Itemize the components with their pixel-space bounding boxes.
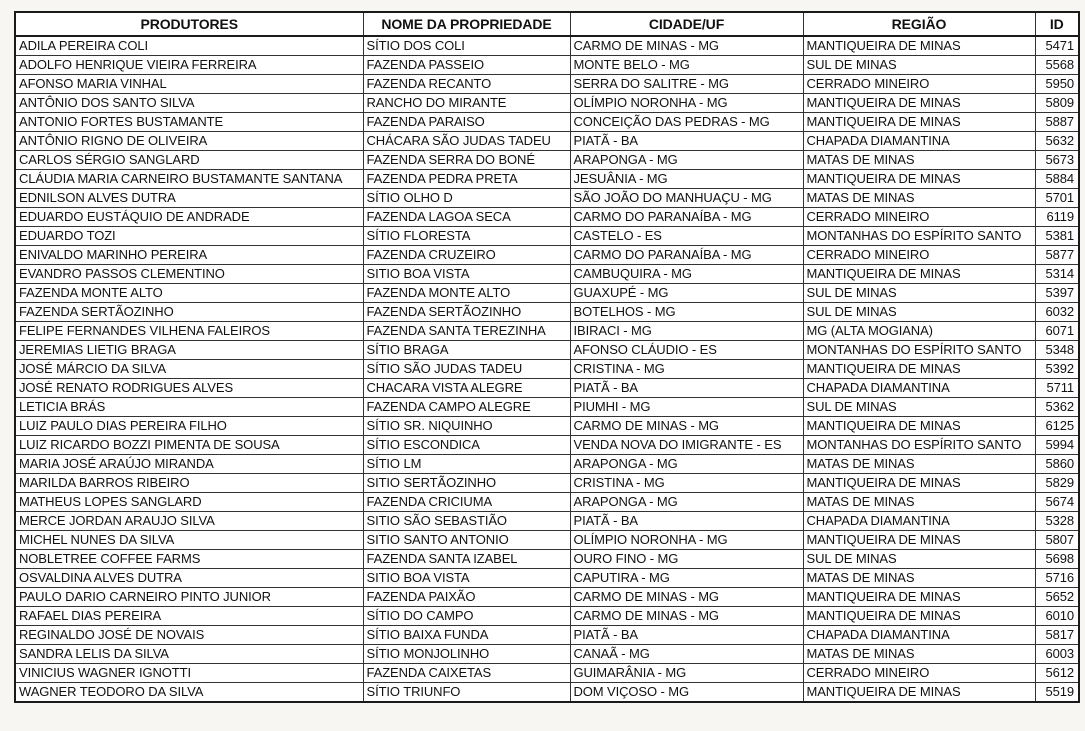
region-cell: CERRADO MINEIRO xyxy=(803,246,1035,265)
table-row xyxy=(15,360,1079,379)
region-cell: SUL DE MINAS xyxy=(803,550,1035,569)
producer-cell: FAZENDA SERTÃOZINHO xyxy=(15,303,363,322)
producer-cell: REGINALDO JOSÉ DE NOVAIS xyxy=(15,626,363,645)
producer-cell: JEREMIAS LIETIG BRAGA xyxy=(15,341,363,360)
city-cell: CASTELO - ES xyxy=(570,227,803,246)
producer-cell: VINICIUS WAGNER IGNOTTI xyxy=(15,664,363,683)
id-cell: 5807 xyxy=(1035,531,1079,550)
id-cell: 5519 xyxy=(1035,683,1079,703)
city-cell: CAPUTIRA - MG xyxy=(570,569,803,588)
property-cell: RANCHO DO MIRANTE xyxy=(363,94,570,113)
id-cell: 5314 xyxy=(1035,265,1079,284)
table-row xyxy=(15,398,1079,417)
city-cell: CONCEIÇÃO DAS PEDRAS - MG xyxy=(570,113,803,132)
region-cell: MANTIQUEIRA DE MINAS xyxy=(803,588,1035,607)
id-cell: 6003 xyxy=(1035,645,1079,664)
id-cell: 5397 xyxy=(1035,284,1079,303)
city-cell: OURO FINO - MG xyxy=(570,550,803,569)
table-row xyxy=(15,170,1079,189)
property-cell: SÍTIO DOS COLI xyxy=(363,36,570,56)
id-cell: 5362 xyxy=(1035,398,1079,417)
region-cell: MATAS DE MINAS xyxy=(803,493,1035,512)
property-cell: SÍTIO BRAGA xyxy=(363,341,570,360)
region-cell: CHAPADA DIAMANTINA xyxy=(803,132,1035,151)
table-row xyxy=(15,455,1079,474)
producer-cell: EDNILSON ALVES DUTRA xyxy=(15,189,363,208)
property-cell: SÍTIO TRIUNFO xyxy=(363,683,570,703)
producer-cell: LUIZ RICARDO BOZZI PIMENTA DE SOUSA xyxy=(15,436,363,455)
id-cell: 5701 xyxy=(1035,189,1079,208)
city-cell: JESUÂNIA - MG xyxy=(570,170,803,189)
city-cell: SERRA DO SALITRE - MG xyxy=(570,75,803,94)
city-cell: VENDA NOVA DO IMIGRANTE - ES xyxy=(570,436,803,455)
id-cell: 5471 xyxy=(1035,36,1079,56)
city-cell: CAMBUQUIRA - MG xyxy=(570,265,803,284)
id-cell: 5950 xyxy=(1035,75,1079,94)
table-row xyxy=(15,531,1079,550)
column-header-regiao: REGIÃO xyxy=(803,12,1035,36)
city-cell: ARAPONGA - MG xyxy=(570,455,803,474)
id-cell: 5652 xyxy=(1035,588,1079,607)
property-cell: FAZENDA LAGOA SECA xyxy=(363,208,570,227)
city-cell: GUAXUPÉ - MG xyxy=(570,284,803,303)
region-cell: MANTIQUEIRA DE MINAS xyxy=(803,36,1035,56)
id-cell: 5392 xyxy=(1035,360,1079,379)
table-row xyxy=(15,132,1079,151)
city-cell: CRISTINA - MG xyxy=(570,360,803,379)
region-cell: CERRADO MINEIRO xyxy=(803,664,1035,683)
producer-cell: RAFAEL DIAS PEREIRA xyxy=(15,607,363,626)
column-header-produtores: PRODUTORES xyxy=(15,12,363,36)
id-cell: 6071 xyxy=(1035,322,1079,341)
region-cell: CERRADO MINEIRO xyxy=(803,75,1035,94)
property-cell: FAZENDA CAMPO ALEGRE xyxy=(363,398,570,417)
city-cell: CARMO DO PARANAÍBA - MG xyxy=(570,208,803,227)
producers-table xyxy=(14,11,1080,703)
property-cell: FAZENDA CRICIUMA xyxy=(363,493,570,512)
column-header-id: ID xyxy=(1035,12,1079,36)
region-cell: MANTIQUEIRA DE MINAS xyxy=(803,607,1035,626)
producer-cell: EDUARDO EUSTÁQUIO DE ANDRADE xyxy=(15,208,363,227)
property-cell: FAZENDA SERRA DO BONÉ xyxy=(363,151,570,170)
region-cell: MANTIQUEIRA DE MINAS xyxy=(803,474,1035,493)
property-cell: SITIO BOA VISTA xyxy=(363,265,570,284)
id-cell: 5860 xyxy=(1035,455,1079,474)
region-cell: MANTIQUEIRA DE MINAS xyxy=(803,683,1035,703)
table-row xyxy=(15,113,1079,132)
city-cell: CANAÃ - MG xyxy=(570,645,803,664)
producer-cell: CARLOS SÉRGIO SANGLARD xyxy=(15,151,363,170)
producer-cell: LETICIA BRÁS xyxy=(15,398,363,417)
producer-cell: ADOLFO HENRIQUE VIEIRA FERREIRA xyxy=(15,56,363,75)
table-row xyxy=(15,322,1079,341)
producer-cell: EDUARDO TOZI xyxy=(15,227,363,246)
region-cell: CHAPADA DIAMANTINA xyxy=(803,512,1035,531)
id-cell: 5698 xyxy=(1035,550,1079,569)
region-cell: SUL DE MINAS xyxy=(803,284,1035,303)
region-cell: MANTIQUEIRA DE MINAS xyxy=(803,113,1035,132)
id-cell: 5673 xyxy=(1035,151,1079,170)
table-header xyxy=(15,12,1079,36)
city-cell: CARMO DE MINAS - MG xyxy=(570,588,803,607)
property-cell: SITIO SÃO SEBASTIÃO xyxy=(363,512,570,531)
id-cell: 5348 xyxy=(1035,341,1079,360)
region-cell: MONTANHAS DO ESPÍRITO SANTO xyxy=(803,436,1035,455)
table-row xyxy=(15,227,1079,246)
producer-cell: PAULO DARIO CARNEIRO PINTO JUNIOR xyxy=(15,588,363,607)
table-row xyxy=(15,417,1079,436)
producer-cell: ANTONIO FORTES BUSTAMANTE xyxy=(15,113,363,132)
property-cell: FAZENDA SANTA TEREZINHA xyxy=(363,322,570,341)
table-row xyxy=(15,607,1079,626)
property-cell: SÍTIO OLHO D xyxy=(363,189,570,208)
region-cell: MANTIQUEIRA DE MINAS xyxy=(803,170,1035,189)
id-cell: 6032 xyxy=(1035,303,1079,322)
table-row xyxy=(15,246,1079,265)
id-cell: 5994 xyxy=(1035,436,1079,455)
property-cell: FAZENDA MONTE ALTO xyxy=(363,284,570,303)
city-cell: OLÍMPIO NORONHA - MG xyxy=(570,531,803,550)
property-cell: FAZENDA RECANTO xyxy=(363,75,570,94)
city-cell: BOTELHOS - MG xyxy=(570,303,803,322)
region-cell: SUL DE MINAS xyxy=(803,303,1035,322)
table-row xyxy=(15,569,1079,588)
producer-cell: JOSÉ MÁRCIO DA SILVA xyxy=(15,360,363,379)
property-cell: SÍTIO SÃO JUDAS TADEU xyxy=(363,360,570,379)
table-row xyxy=(15,683,1079,703)
id-cell: 5328 xyxy=(1035,512,1079,531)
region-cell: CERRADO MINEIRO xyxy=(803,208,1035,227)
table-row xyxy=(15,56,1079,75)
id-cell: 5829 xyxy=(1035,474,1079,493)
region-cell: MATAS DE MINAS xyxy=(803,189,1035,208)
region-cell: MATAS DE MINAS xyxy=(803,645,1035,664)
producer-cell: ENIVALDO MARINHO PEREIRA xyxy=(15,246,363,265)
producer-cell: OSVALDINA ALVES DUTRA xyxy=(15,569,363,588)
table-body xyxy=(15,36,1079,702)
region-cell: CHAPADA DIAMANTINA xyxy=(803,626,1035,645)
id-cell: 5817 xyxy=(1035,626,1079,645)
property-cell: FAZENDA PASSEIO xyxy=(363,56,570,75)
producer-cell: EVANDRO PASSOS CLEMENTINO xyxy=(15,265,363,284)
id-cell: 6125 xyxy=(1035,417,1079,436)
producer-cell: MARILDA BARROS RIBEIRO xyxy=(15,474,363,493)
producer-cell: NOBLETREE COFFEE FARMS xyxy=(15,550,363,569)
city-cell: CARMO DE MINAS - MG xyxy=(570,417,803,436)
city-cell: PIATÃ - BA xyxy=(570,379,803,398)
table-row xyxy=(15,36,1079,56)
producer-cell: SANDRA LELIS DA SILVA xyxy=(15,645,363,664)
table-row xyxy=(15,303,1079,322)
property-cell: SITIO SANTO ANTONIO xyxy=(363,531,570,550)
property-cell: FAZENDA CRUZEIRO xyxy=(363,246,570,265)
city-cell: CARMO DE MINAS - MG xyxy=(570,36,803,56)
producer-cell: MARIA JOSÉ ARAÚJO MIRANDA xyxy=(15,455,363,474)
table-row xyxy=(15,208,1079,227)
id-cell: 5877 xyxy=(1035,246,1079,265)
producer-cell: LUIZ PAULO DIAS PEREIRA FILHO xyxy=(15,417,363,436)
property-cell: FAZENDA PEDRA PRETA xyxy=(363,170,570,189)
city-cell: AFONSO CLÁUDIO - ES xyxy=(570,341,803,360)
id-cell: 5809 xyxy=(1035,94,1079,113)
property-cell: SÍTIO LM xyxy=(363,455,570,474)
table-row xyxy=(15,626,1079,645)
id-cell: 5711 xyxy=(1035,379,1079,398)
region-cell: CHAPADA DIAMANTINA xyxy=(803,379,1035,398)
id-cell: 5887 xyxy=(1035,113,1079,132)
city-cell: PIATÃ - BA xyxy=(570,132,803,151)
property-cell: FAZENDA PAIXÃO xyxy=(363,588,570,607)
id-cell: 6119 xyxy=(1035,208,1079,227)
region-cell: MANTIQUEIRA DE MINAS xyxy=(803,360,1035,379)
city-cell: CARMO DO PARANAÍBA - MG xyxy=(570,246,803,265)
city-cell: CRISTINA - MG xyxy=(570,474,803,493)
city-cell: ARAPONGA - MG xyxy=(570,151,803,170)
id-cell: 5612 xyxy=(1035,664,1079,683)
table-row xyxy=(15,265,1079,284)
property-cell: SÍTIO MONJOLINHO xyxy=(363,645,570,664)
producers-sheet xyxy=(14,11,1078,703)
header-row xyxy=(15,12,1079,36)
property-cell: CHACARA VISTA ALEGRE xyxy=(363,379,570,398)
region-cell: MANTIQUEIRA DE MINAS xyxy=(803,265,1035,284)
table-row xyxy=(15,151,1079,170)
property-cell: SÍTIO DO CAMPO xyxy=(363,607,570,626)
region-cell: SUL DE MINAS xyxy=(803,398,1035,417)
property-cell: SÍTIO BAIXA FUNDA xyxy=(363,626,570,645)
table-row xyxy=(15,94,1079,113)
property-cell: SÍTIO SR. NIQUINHO xyxy=(363,417,570,436)
region-cell: MG (ALTA MOGIANA) xyxy=(803,322,1035,341)
region-cell: MANTIQUEIRA DE MINAS xyxy=(803,531,1035,550)
producer-cell: FELIPE FERNANDES VILHENA FALEIROS xyxy=(15,322,363,341)
column-header-nome-da-propriedade: NOME DA PROPRIEDADE xyxy=(363,12,570,36)
table-row xyxy=(15,588,1079,607)
producer-cell: MERCE JORDAN ARAUJO SILVA xyxy=(15,512,363,531)
table-row xyxy=(15,664,1079,683)
table-row xyxy=(15,284,1079,303)
property-cell: FAZENDA SANTA IZABEL xyxy=(363,550,570,569)
city-cell: PIUMHI - MG xyxy=(570,398,803,417)
table-row xyxy=(15,512,1079,531)
city-cell: ARAPONGA - MG xyxy=(570,493,803,512)
city-cell: DOM VIÇOSO - MG xyxy=(570,683,803,703)
producer-cell: JOSÉ RENATO RODRIGUES ALVES xyxy=(15,379,363,398)
table-row xyxy=(15,189,1079,208)
city-cell: MONTE BELO - MG xyxy=(570,56,803,75)
city-cell: OLÍMPIO NORONHA - MG xyxy=(570,94,803,113)
id-cell: 6010 xyxy=(1035,607,1079,626)
producer-cell: ADILA PEREIRA COLI xyxy=(15,36,363,56)
table-row xyxy=(15,493,1079,512)
city-cell: CARMO DE MINAS - MG xyxy=(570,607,803,626)
producer-cell: ANTÔNIO RIGNO DE OLIVEIRA xyxy=(15,132,363,151)
id-cell: 5884 xyxy=(1035,170,1079,189)
producer-cell: ANTÔNIO DOS SANTO SILVA xyxy=(15,94,363,113)
city-cell: PIATÃ - BA xyxy=(570,626,803,645)
table-row xyxy=(15,436,1079,455)
region-cell: SUL DE MINAS xyxy=(803,56,1035,75)
producer-cell: WAGNER TEODORO DA SILVA xyxy=(15,683,363,703)
producer-cell: AFONSO MARIA VINHAL xyxy=(15,75,363,94)
producer-cell: MATHEUS LOPES SANGLARD xyxy=(15,493,363,512)
table-row xyxy=(15,550,1079,569)
id-cell: 5632 xyxy=(1035,132,1079,151)
table-row xyxy=(15,379,1079,398)
column-header-cidade-uf: CIDADE/UF xyxy=(570,12,803,36)
property-cell: SÍTIO ESCONDICA xyxy=(363,436,570,455)
region-cell: MATAS DE MINAS xyxy=(803,569,1035,588)
table-row xyxy=(15,341,1079,360)
property-cell: CHÁCARA SÃO JUDAS TADEU xyxy=(363,132,570,151)
producer-cell: MICHEL NUNES DA SILVA xyxy=(15,531,363,550)
id-cell: 5381 xyxy=(1035,227,1079,246)
region-cell: MATAS DE MINAS xyxy=(803,151,1035,170)
city-cell: GUIMARÂNIA - MG xyxy=(570,664,803,683)
region-cell: MONTANHAS DO ESPÍRITO SANTO xyxy=(803,341,1035,360)
property-cell: FAZENDA SERTÃOZINHO xyxy=(363,303,570,322)
table-row xyxy=(15,474,1079,493)
property-cell: FAZENDA CAIXETAS xyxy=(363,664,570,683)
city-cell: PIATÃ - BA xyxy=(570,512,803,531)
producer-cell: FAZENDA MONTE ALTO xyxy=(15,284,363,303)
producer-cell: CLÁUDIA MARIA CARNEIRO BUSTAMANTE SANTANA xyxy=(15,170,363,189)
id-cell: 5674 xyxy=(1035,493,1079,512)
id-cell: 5568 xyxy=(1035,56,1079,75)
id-cell: 5716 xyxy=(1035,569,1079,588)
region-cell: MANTIQUEIRA DE MINAS xyxy=(803,94,1035,113)
property-cell: SITIO BOA VISTA xyxy=(363,569,570,588)
region-cell: MONTANHAS DO ESPÍRITO SANTO xyxy=(803,227,1035,246)
city-cell: SÃO JOÃO DO MANHUAÇU - MG xyxy=(570,189,803,208)
table-row xyxy=(15,75,1079,94)
city-cell: IBIRACI - MG xyxy=(570,322,803,341)
region-cell: MANTIQUEIRA DE MINAS xyxy=(803,417,1035,436)
property-cell: SITIO SERTÃOZINHO xyxy=(363,474,570,493)
region-cell: MATAS DE MINAS xyxy=(803,455,1035,474)
property-cell: SÍTIO FLORESTA xyxy=(363,227,570,246)
property-cell: FAZENDA PARAISO xyxy=(363,113,570,132)
table-row xyxy=(15,645,1079,664)
